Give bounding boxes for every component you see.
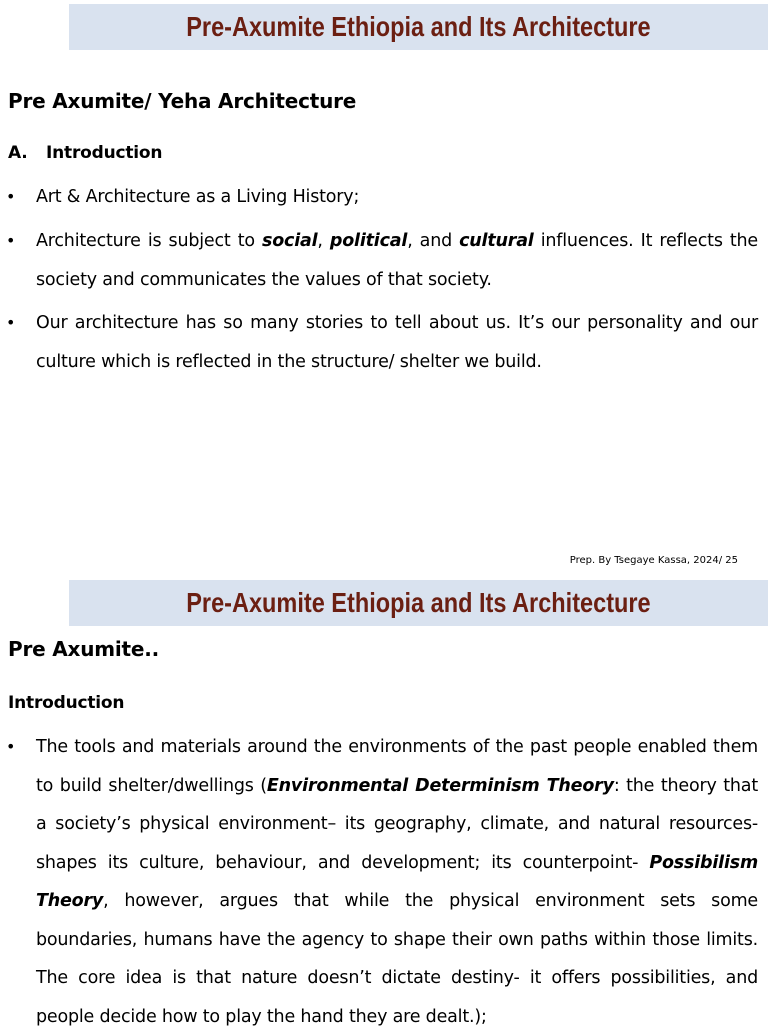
text-run: : the theory that a society’s physical environment– its geography, climate, and natural resources- shapes its culture, behaviour, and development; its counterpoint- (36, 775, 758, 873)
slide2-bullet-1 (36, 728, 758, 1036)
slide1-section-heading (8, 143, 162, 163)
slide1-bullet-3: Our architecture has so many stories to tell about us. It’s our personality and our culture which is reflected in the structure/ shelter we build. (36, 313, 758, 372)
slide2-title-bar (69, 580, 768, 626)
slide2-section-heading: Introduction (8, 693, 125, 713)
bullet-marker: • (6, 187, 16, 206)
text-run: The tools and materials around the environments of the past people enabled them to build shelter/dwellings ( (36, 737, 758, 796)
text-run: Architecture is subject to (36, 231, 262, 251)
slide2-heading: Pre Axumite.. (8, 637, 160, 661)
slide1-bullet-2 (36, 222, 758, 299)
slide2-title: Pre-Axumite Ethiopia and Its Architecture (186, 587, 651, 618)
slide1-footer: Prep. By Tsegaye Kassa, 2024/ 25 (569, 555, 738, 566)
emphasis-environmental-determinism: Environmental Determinism Theory (266, 775, 614, 796)
emphasis-cultural: cultural (459, 231, 534, 251)
bullet-marker: • (6, 231, 16, 250)
text-run: , (317, 231, 330, 251)
emphasis-political: political (329, 231, 408, 251)
text-run: , however, argues that while the physical environment sets some boundaries, humans have the agency to shape their own paths within those limits. The core idea is that nature doesn’t dictate destiny- it offers possibilities, and people decide how to play the hand they are dealt.); (36, 891, 758, 1027)
text-run: , and (407, 231, 460, 251)
slide1-heading: Pre Axumite/ Yeha Architecture (8, 89, 357, 113)
bullet-marker: • (6, 313, 16, 332)
slide1-title-bar (69, 4, 768, 50)
slide1-bullet-1: Art & Architecture as a Living History; (36, 187, 360, 207)
section-title: Introduction (46, 143, 163, 163)
section-letter: A. (8, 143, 28, 163)
emphasis-possibilism: Possibilism Theory (36, 852, 758, 911)
slide1-title: Pre-Axumite Ethiopia and Its Architecture (186, 11, 651, 42)
emphasis-social: social (261, 231, 318, 251)
text-run: influences. It reflects the society and communicates the values of that society. (36, 231, 758, 290)
bullet-marker: • (6, 737, 16, 756)
